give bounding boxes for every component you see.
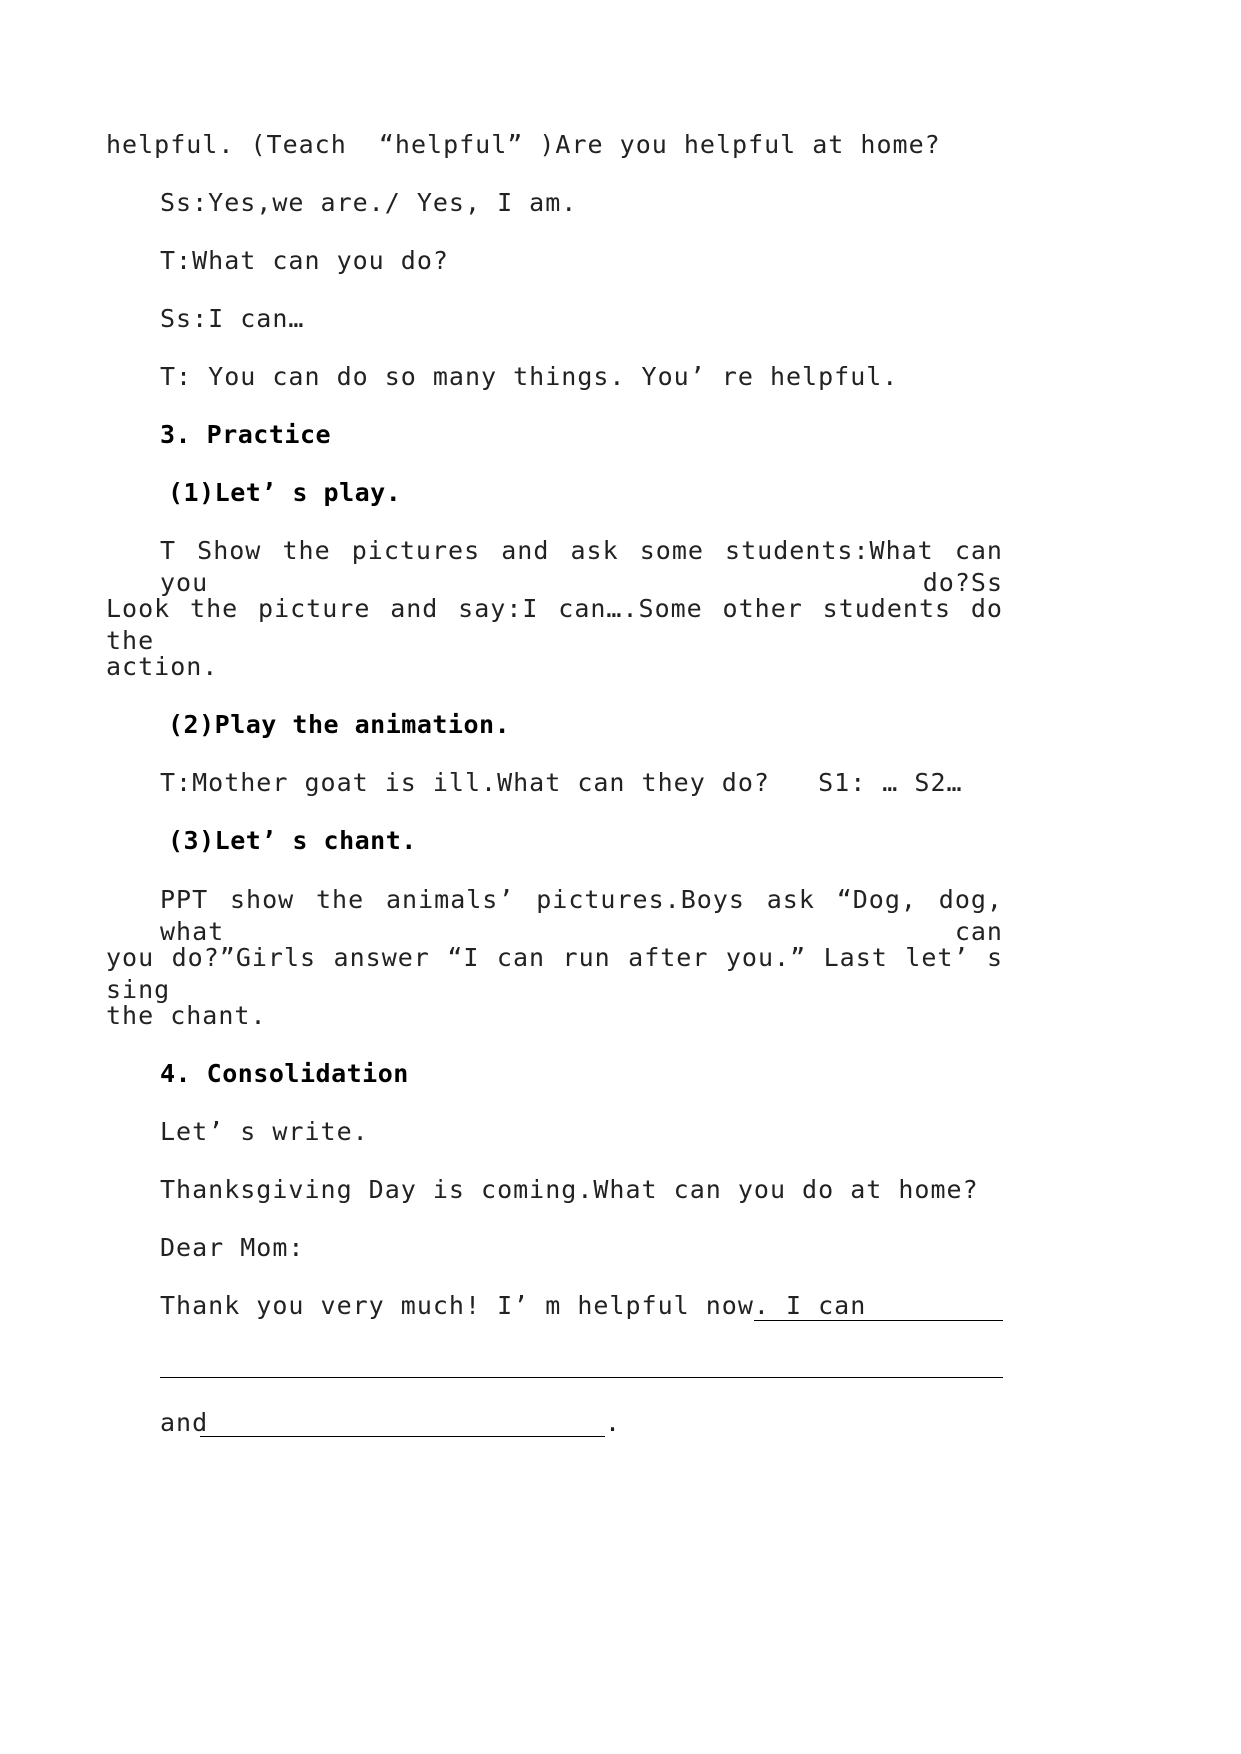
- subsection-heading-animation: (2)Play the animation.: [168, 710, 511, 739]
- section-heading-practice: 3. Practice: [160, 420, 332, 449]
- fill-in-blank: [160, 1377, 1003, 1378]
- text-line: you do?”Girls answer “I can run after you.” Last let’ s sing: [106, 943, 1003, 1004]
- text-line: T:Mother goat is ill.What can they do? S1: … S2…: [160, 768, 963, 797]
- fill-in-blank: [200, 1436, 605, 1437]
- text-line: PPT show the animals’ pictures.Boys ask “Dog, dog, what can: [160, 885, 1003, 946]
- letter-line: and: [160, 1408, 209, 1437]
- text-line: T Show the pictures and ask some students:What can you do?Ss: [160, 536, 1003, 597]
- letter-line: Thank you very much! I’ m helpful now. I can: [160, 1291, 867, 1320]
- text-line: Ss:I can…: [160, 304, 305, 333]
- text-line: the chant.: [106, 1001, 267, 1030]
- letter-salutation: Dear Mom:: [160, 1233, 305, 1262]
- subsection-heading-lets-play: (1)Let’ s play.: [168, 478, 402, 507]
- section-heading-consolidation: 4. Consolidation: [160, 1059, 409, 1088]
- text-line: Thanksgiving Day is coming.What can you do at home?: [160, 1175, 979, 1204]
- text-line: Look the picture and say:I can….Some other students do the: [106, 594, 1003, 655]
- subsection-heading-chant: (3)Let’ s chant.: [168, 826, 417, 855]
- sentence-period: .: [605, 1408, 621, 1437]
- text-line: T: You can do so many things. You’ re helpful.: [160, 362, 899, 391]
- fill-in-blank: [754, 1320, 1003, 1321]
- text-line: action.: [106, 652, 219, 681]
- text-line: T:What can you do?: [160, 246, 449, 275]
- text-line: Let’ s write.: [160, 1117, 369, 1146]
- text-line: Ss:Yes,we are./ Yes, I am.: [160, 188, 578, 217]
- text-line: helpful. (Teach “helpful” )Are you helpful at home?: [106, 130, 941, 159]
